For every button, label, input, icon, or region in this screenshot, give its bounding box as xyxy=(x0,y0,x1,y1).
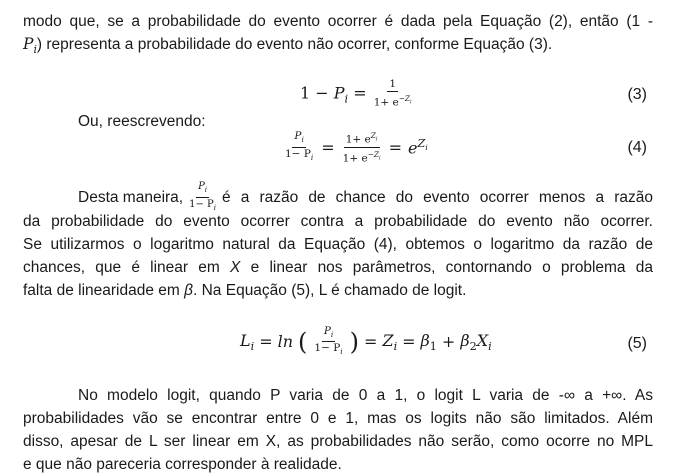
paragraph-odds-post: é a razão de chance do evento ocorrer menos a razão xyxy=(222,188,653,206)
eq3-den-base: 1+ e xyxy=(373,96,399,109)
eq4-f2-den-exp: −Z xyxy=(367,149,379,159)
equation-number-5: (5) xyxy=(627,335,647,352)
eq3-one-minus: 1 − xyxy=(300,83,329,103)
line5-a: falta de linearidade em xyxy=(23,282,185,299)
eq4-f2-num: 1+ e xyxy=(345,133,371,146)
equation-5 xyxy=(240,325,492,358)
paragraph-odds-pre: Desta maneira, xyxy=(78,188,184,206)
equation-3 xyxy=(300,78,414,110)
odds-frac-num: P xyxy=(198,180,205,192)
eq3-den-exp: −Z xyxy=(398,94,410,103)
eq4-f1-num: P xyxy=(294,130,302,143)
paragraph-intro-line-1: modo que, se a probabilidade do evento ocorrer é dada pela Equação (2), então (1 - xyxy=(23,13,653,30)
eq3-denominator xyxy=(372,92,414,110)
eq5-f-den-sub: i xyxy=(340,347,343,357)
eq3-P-sub: i xyxy=(344,92,349,106)
eq4-rhs-exp: Z xyxy=(417,136,426,150)
eq4-f1-num-sub: i xyxy=(301,135,304,145)
eq4-f1-den: 1− P xyxy=(285,147,311,160)
eq4-equals-1: = xyxy=(321,137,335,157)
eq5-equals-1: = xyxy=(259,332,273,352)
eq5-f-num-sub: i xyxy=(330,330,334,340)
line4-a: chances, que é linear em xyxy=(23,259,231,276)
eq4-f2-num-exp-sub: i xyxy=(375,136,378,143)
eq3-den-exp-sub: i xyxy=(410,99,412,106)
eq3-P: P xyxy=(333,83,345,103)
paragraph-logit-line-2: probabilidades vão se encontrar entre 0 e 1, mas os logits não são limitados. Além xyxy=(23,410,653,427)
eq5-L-sub: i xyxy=(250,339,255,353)
eq3-numerator: 1 xyxy=(389,78,397,90)
math-sub-i: i xyxy=(33,43,37,57)
eq5-Z: Z xyxy=(382,330,394,350)
eq5-f-num: P xyxy=(323,325,331,337)
eq5-f-den: 1− P xyxy=(314,342,341,355)
paragraph-odds-line-1 xyxy=(23,180,653,212)
eq4-fraction-2 xyxy=(341,129,383,165)
eq4-f1-den-sub: i xyxy=(310,152,314,162)
eq5-right-paren: ) xyxy=(349,327,360,356)
paragraph-odds xyxy=(23,180,653,302)
eq4-f2-den-exp-sub: i xyxy=(378,154,381,161)
equation-number-4: (4) xyxy=(627,139,647,156)
eq5-beta-2: β xyxy=(460,330,470,350)
eq4-f2-den: 1+ e xyxy=(342,152,368,164)
math-P: P xyxy=(23,35,34,53)
line5-beta: β xyxy=(184,282,193,299)
paragraph-intro-line-2 xyxy=(23,33,653,61)
eq5-ln: ln xyxy=(277,332,294,352)
paragraph-odds-line-4 xyxy=(23,256,653,279)
eq4-rhs-exp-sub: i xyxy=(425,143,428,153)
eq5-L: L xyxy=(240,330,251,350)
eq5-beta-1: β xyxy=(420,330,430,350)
eq5-beta-2-sub: 2 xyxy=(469,339,477,353)
paragraph-odds-line-2: da probabilidade do evento ocorrer contra a probabilidade do evento não ocorrer. xyxy=(23,213,653,230)
paragraph-intro-line-2-text: ) representa a probabilidade do evento não ocorrer, conforme Equação (3). xyxy=(36,36,553,53)
odds-frac-den: 1− P xyxy=(189,198,214,210)
line5-b: . Na Equação (5), L é chamado de logit. xyxy=(193,282,467,299)
rewrite-label: Ou, reescrevendo: xyxy=(78,113,206,130)
eq5-fraction xyxy=(312,325,344,358)
equation-number-3: (3) xyxy=(627,86,647,103)
line4-X: X xyxy=(230,259,241,276)
eq4-f2-num-exp: Z xyxy=(370,131,376,140)
eq5-left-paren: ( xyxy=(298,327,308,356)
line4-b: e linear nos parâmetros, contornando o problema da xyxy=(240,259,653,276)
eq5-X-sub: i xyxy=(488,339,492,353)
eq3-fraction xyxy=(372,78,414,110)
paragraph-odds-line-5 xyxy=(23,279,653,302)
eq4-equals-2: = xyxy=(388,137,402,157)
eq5-plus: + xyxy=(441,332,456,352)
paragraph-logit-line-1: No modelo logit, quando P varia de 0 a 1, o logit L varia de -∞ a +∞. As xyxy=(78,387,653,404)
eq5-equals-3: = xyxy=(402,332,416,352)
paragraph-logit xyxy=(23,384,653,476)
eq4-fraction-1 xyxy=(283,130,315,163)
eq5-X: X xyxy=(476,330,489,350)
eq4-rhs-e: e xyxy=(408,138,418,158)
equation-4 xyxy=(283,129,428,165)
paragraph-logit-line-4: e que não pareceria corresponder à realidade. xyxy=(23,456,342,473)
eq5-equals-2: = xyxy=(364,332,378,352)
paragraph-logit-line-3: disso, apesar de L ser linear em X, as probabilidades não serão, como ocorre no MPL xyxy=(23,433,653,450)
eq4-rhs xyxy=(408,137,428,157)
odds-frac-num-sub: i xyxy=(204,185,208,194)
eq5-Z-sub: i xyxy=(393,339,398,353)
eq5-beta-1-sub: 1 xyxy=(429,339,437,353)
paragraph-odds-line-3: Se utilizarmos o logaritmo natural da Equação (4), obtemos o logaritmo da razão de xyxy=(23,236,653,253)
odds-frac-den-sub: i xyxy=(213,203,217,212)
eq3-equals: = xyxy=(353,83,367,103)
paragraph-intro xyxy=(23,10,653,61)
